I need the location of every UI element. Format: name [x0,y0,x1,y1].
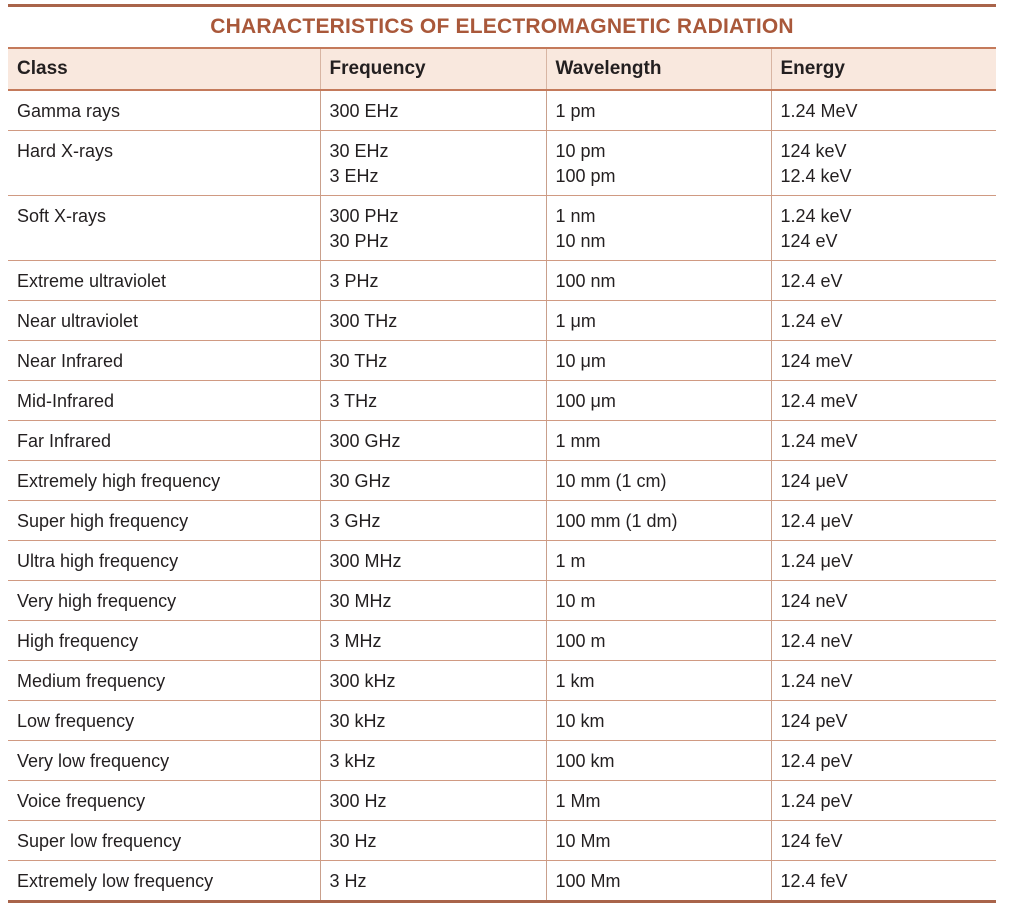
cell-energy [771,301,996,341]
cell-class: Mid-Infrared [8,381,320,421]
cell-wavelength [546,131,771,196]
cell-frequency [320,131,546,196]
cell-energy [771,261,996,301]
cell-frequency-value: 3 THz [329,391,378,411]
cell-energy-value: 12.4 meV [780,391,858,411]
cell-wavelength-value: 1 nm [555,206,596,226]
table-row [8,501,996,541]
cell-wavelength-value: 1 km [555,671,595,691]
cell-wavelength [546,381,771,421]
cell-energy-value: 1.24 μeV [780,551,853,571]
cell-frequency [320,421,546,461]
em-radiation-table [8,47,996,900]
cell-wavelength-value: 1 pm [555,101,596,121]
cell-energy-value: 1.24 peV [780,791,853,811]
table-row [8,581,996,621]
cell-frequency [320,501,546,541]
cell-frequency-value: 30 PHz [329,231,389,251]
cell-wavelength-value: 10 μm [555,351,606,371]
cell-frequency [320,741,546,781]
cell-wavelength [546,741,771,781]
cell-class: Very low frequency [8,741,320,781]
cell-energy-value: 124 feV [780,831,843,851]
table-row [8,421,996,461]
cell-wavelength-value: 10 km [555,711,605,731]
cell-wavelength [546,781,771,821]
cell-frequency-value: 300 MHz [329,551,402,571]
cell-energy-value: 1.24 eV [780,311,843,331]
cell-frequency-value: 300 THz [329,311,398,331]
cell-wavelength [546,621,771,661]
cell-class: Ultra high frequency [8,541,320,581]
cell-wavelength [546,461,771,501]
cell-wavelength-value: 1 mm [555,431,601,451]
table-row [8,701,996,741]
cell-energy [771,461,996,501]
table-row [8,661,996,701]
cell-class: High frequency [8,621,320,661]
cell-energy-value: 12.4 neV [780,631,853,651]
table-row [8,461,996,501]
cell-wavelength-value: 1 μm [555,311,596,331]
cell-class: Far Infrared [8,421,320,461]
cell-frequency [320,581,546,621]
cell-wavelength [546,581,771,621]
cell-energy-value: 1.24 keV [780,206,852,226]
table-row [8,131,996,196]
table-row [8,821,996,861]
cell-energy-value: 12.4 eV [780,271,843,291]
cell-wavelength [546,261,771,301]
cell-frequency-value: 300 PHz [329,206,399,226]
cell-energy-value: 1.24 meV [780,431,858,451]
cell-frequency-value: 300 kHz [329,671,396,691]
cell-energy-value: 124 keV [780,141,847,161]
cell-frequency [320,461,546,501]
cell-frequency [320,621,546,661]
header-frequency: Frequency [320,48,546,90]
cell-frequency [320,301,546,341]
cell-frequency [320,541,546,581]
cell-energy [771,781,996,821]
cell-class: Super low frequency [8,821,320,861]
cell-energy-value: 124 peV [780,711,848,731]
cell-wavelength [546,661,771,701]
cell-frequency-value: 30 THz [329,351,388,371]
cell-class: Near ultraviolet [8,301,320,341]
cell-energy-value: 124 meV [780,351,853,371]
table-row [8,341,996,381]
table-body [8,90,996,900]
cell-wavelength [546,421,771,461]
cell-frequency [320,861,546,901]
cell-wavelength [546,341,771,381]
cell-energy [771,741,996,781]
table-row [8,541,996,581]
cell-wavelength-value: 1 Mm [555,791,601,811]
bottom-rule [8,900,996,903]
cell-energy [771,661,996,701]
header-row [8,48,996,90]
cell-class: Extremely high frequency [8,461,320,501]
cell-energy-value: 12.4 keV [780,166,852,186]
cell-class: Extremely low frequency [17,871,214,891]
cell-class: Extreme ultraviolet [8,261,320,301]
cell-frequency-value: 3 kHz [329,751,376,771]
cell-energy [771,501,996,541]
cell-frequency-value: 30 MHz [329,591,392,611]
cell-energy [771,131,996,196]
cell-frequency [320,701,546,741]
cell-frequency-value: 300 GHz [329,431,401,451]
cell-class: Medium frequency [8,661,320,701]
cell-wavelength-value: 100 mm (1 dm) [555,511,678,531]
cell-frequency [320,781,546,821]
cell-frequency-value: 300 EHz [329,101,399,121]
table-title: CHARACTERISTICS OF ELECTROMAGNETIC RADIATION [210,15,794,38]
cell-wavelength-value: 10 nm [555,231,606,251]
cell-frequency-value: 30 EHz [329,141,389,161]
cell-class: Gamma rays [8,90,320,131]
cell-frequency [320,821,546,861]
cell-wavelength-value: 100 m [555,631,606,651]
cell-class: Soft X-rays [8,196,320,261]
cell-frequency [320,196,546,261]
cell-energy-value: 1.24 neV [780,671,853,691]
table-row [8,621,996,661]
cell-wavelength [546,90,771,131]
cell-wavelength-value: 100 pm [555,166,616,186]
table-row [8,781,996,821]
header-class: Class [8,48,320,90]
cell-frequency [320,381,546,421]
table-row [8,301,996,341]
cell-frequency-value: 3 GHz [329,511,381,531]
cell-energy-value: 12.4 peV [780,751,853,771]
cell-energy-value: 12.4 μeV [780,511,853,531]
cell-wavelength [546,196,771,261]
cell-energy [771,621,996,661]
cell-wavelength-value: 100 Mm [555,871,621,891]
table-row [8,861,996,901]
cell-frequency-value: 3 EHz [329,166,379,186]
cell-energy [771,581,996,621]
cell-wavelength-value: 100 km [555,751,615,771]
cell-wavelength [546,301,771,341]
table-row [8,381,996,421]
cell-wavelength-value: 10 Mm [555,831,611,851]
cell-energy [771,701,996,741]
cell-energy [771,381,996,421]
cell-frequency [320,90,546,131]
cell-energy [771,196,996,261]
cell-class: Low frequency [8,701,320,741]
cell-class: Hard X-rays [8,131,320,196]
cell-frequency-value: 30 Hz [329,831,377,851]
cell-wavelength [546,541,771,581]
cell-class: Voice frequency [8,781,320,821]
table-row [8,90,996,131]
cell-wavelength [546,861,771,901]
cell-energy [771,90,996,131]
cell-frequency-value: 300 Hz [329,791,387,811]
cell-energy-value: 124 neV [780,591,848,611]
cell-energy-value: 124 μeV [780,471,848,491]
cell-frequency [320,661,546,701]
cell-class: Super high frequency [8,501,320,541]
cell-frequency-value: 3 MHz [329,631,382,651]
cell-wavelength [546,501,771,541]
cell-frequency-value: 3 PHz [329,271,379,291]
cell-frequency-value: 3 Hz [329,871,367,891]
table-row [8,741,996,781]
cell-wavelength-value: 100 nm [555,271,616,291]
cell-energy [771,541,996,581]
cell-wavelength-value: 10 mm (1 cm) [555,471,667,491]
cell-energy-value: 12.4 feV [780,871,848,891]
em-radiation-table-panel [8,4,996,903]
cell-wavelength-value: 10 m [555,591,596,611]
cell-energy [771,861,996,901]
cell-wavelength-value: 10 pm [555,141,606,161]
cell-wavelength-value: 100 μm [555,391,616,411]
cell-energy-value: 1.24 MeV [780,101,858,121]
cell-wavelength [546,701,771,741]
cell-frequency [320,261,546,301]
cell-class: Very high frequency [8,581,320,621]
table-row [8,196,996,261]
header-wavelength: Wavelength [546,48,771,90]
header-energy: Energy [771,48,996,90]
table-row [8,261,996,301]
cell-energy [771,341,996,381]
cell-energy-value: 124 eV [780,231,838,251]
cell-wavelength [546,821,771,861]
cell-frequency-value: 30 kHz [329,711,386,731]
cell-energy [771,421,996,461]
cell-energy [771,821,996,861]
cell-class: Near Infrared [8,341,320,381]
cell-frequency [320,341,546,381]
cell-wavelength-value: 1 m [555,551,586,571]
cell-frequency-value: 30 GHz [329,471,391,491]
